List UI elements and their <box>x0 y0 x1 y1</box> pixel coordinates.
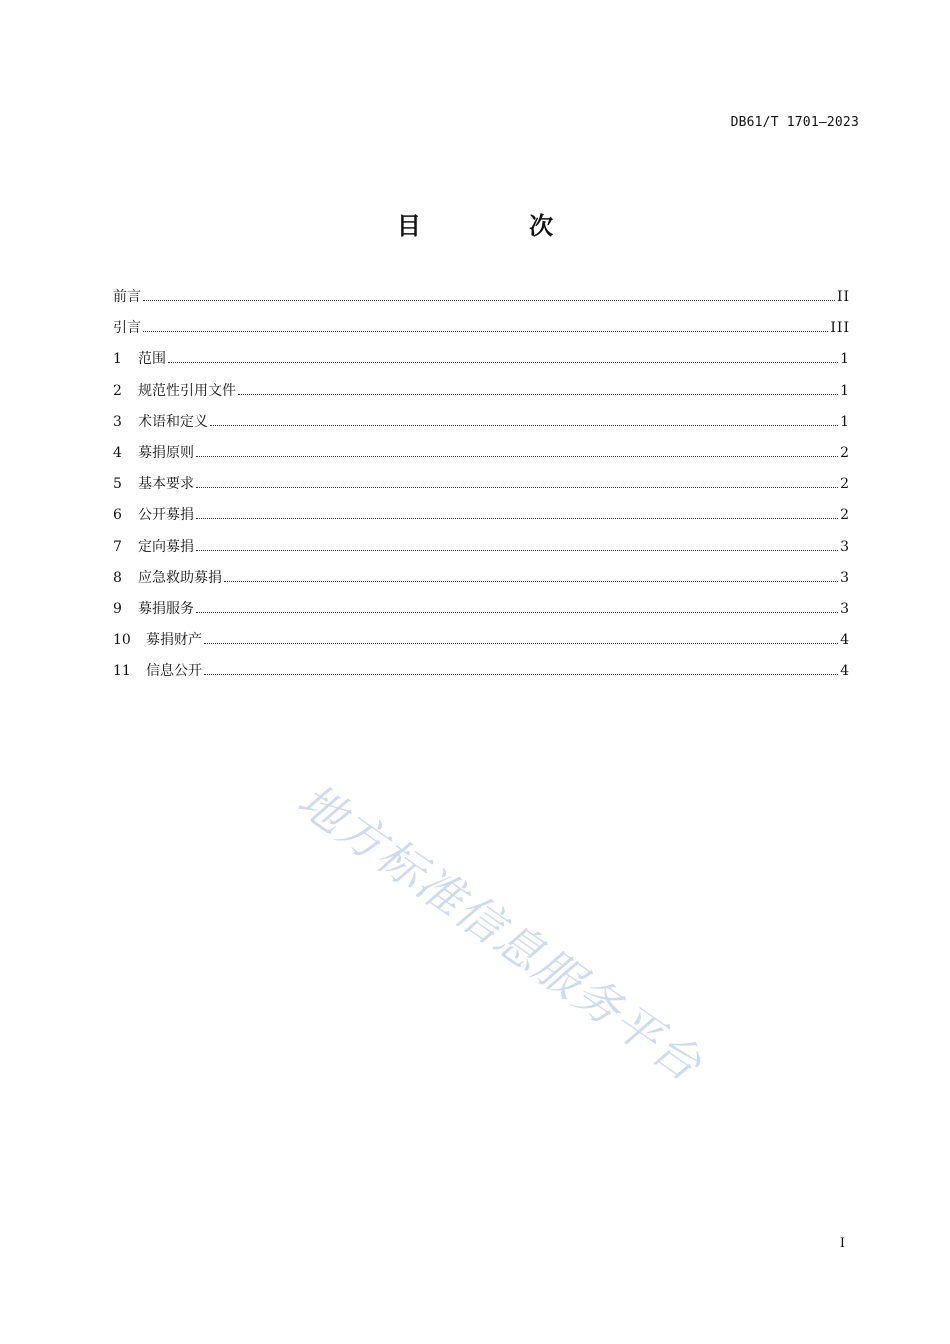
toc-entry-number: 7 <box>113 538 122 555</box>
toc-entry[interactable] <box>113 412 850 443</box>
toc-entry-label: 募捐财产 <box>146 632 202 649</box>
toc-title: 目 次 <box>396 212 604 240</box>
toc-entry-page: 1 <box>840 382 850 399</box>
toc-entry-page: II <box>836 289 850 305</box>
toc-entry-number: 4 <box>113 444 122 461</box>
toc-entry-label: 规范性引用文件 <box>138 382 236 399</box>
toc-entry-page: 1 <box>840 351 850 368</box>
toc-entry-page: 3 <box>840 538 850 555</box>
toc-entry-label: 前言 <box>113 289 141 305</box>
toc-dot-leader <box>196 456 838 457</box>
toc-dot-leader <box>143 331 828 332</box>
toc-entry[interactable] <box>113 474 850 505</box>
toc-entry-number: 5 <box>113 476 122 493</box>
toc-entry-number: 9 <box>113 600 122 617</box>
toc-entry-label: 引言 <box>113 320 141 337</box>
toc-dot-leader <box>224 581 838 582</box>
toc-dot-leader <box>238 394 838 395</box>
toc-dot-leader <box>196 612 838 613</box>
toc-entry[interactable] <box>113 599 850 630</box>
toc-entry-label: 定向募捐 <box>138 538 194 555</box>
toc-entry-label: 基本要求 <box>138 476 194 493</box>
toc-entry-page: 4 <box>840 663 850 680</box>
toc-entry-number: 6 <box>113 507 122 524</box>
toc-entry[interactable] <box>113 287 850 318</box>
toc-entry[interactable] <box>113 630 850 661</box>
toc-dot-leader <box>143 300 835 301</box>
toc-dot-leader <box>196 487 838 488</box>
toc-entry-page: 3 <box>840 600 850 617</box>
toc-entry-number: 8 <box>113 569 122 586</box>
toc-entry-number: 11 <box>113 663 131 680</box>
document-code: DB61/T 1701—2023 <box>730 115 859 130</box>
table-of-contents <box>113 287 850 692</box>
toc-entry[interactable] <box>113 381 850 412</box>
toc-entry[interactable] <box>113 318 850 349</box>
toc-entry-number: 1 <box>113 351 122 368</box>
toc-entry-label: 募捐服务 <box>138 600 194 617</box>
toc-dot-leader <box>204 643 838 644</box>
toc-entry-page: 2 <box>840 444 850 461</box>
toc-entry-label: 术语和定义 <box>138 413 208 430</box>
toc-entry-number: 10 <box>113 632 131 649</box>
toc-entry-page: III <box>830 320 850 337</box>
toc-entry[interactable] <box>113 661 850 692</box>
toc-entry-number: 2 <box>113 382 122 399</box>
toc-entry-label: 应急救助募捐 <box>138 569 222 586</box>
toc-entry[interactable] <box>113 505 850 536</box>
toc-entry[interactable] <box>113 349 850 380</box>
toc-dot-leader <box>168 362 838 363</box>
toc-dot-leader <box>210 425 838 426</box>
toc-entry-page: 3 <box>840 569 850 586</box>
toc-entry-label: 募捐原则 <box>138 444 194 461</box>
toc-dot-leader <box>196 518 838 519</box>
toc-entry-label: 范围 <box>138 351 166 368</box>
toc-entry-number: 3 <box>113 413 122 430</box>
toc-dot-leader <box>204 674 838 675</box>
toc-entry[interactable] <box>113 537 850 568</box>
toc-entry-page: 1 <box>840 413 850 430</box>
toc-entry-page: 4 <box>840 632 850 649</box>
page-number: I <box>839 1236 845 1251</box>
toc-entry-page: 2 <box>840 476 850 493</box>
toc-entry[interactable] <box>113 568 850 599</box>
toc-dot-leader <box>196 550 838 551</box>
toc-entry-page: 2 <box>840 507 850 524</box>
toc-entry[interactable] <box>113 443 850 474</box>
toc-entry-label: 信息公开 <box>146 663 202 680</box>
toc-entry-label: 公开募捐 <box>138 507 194 524</box>
watermark: 地方标准信息服务平台 <box>288 772 713 1093</box>
